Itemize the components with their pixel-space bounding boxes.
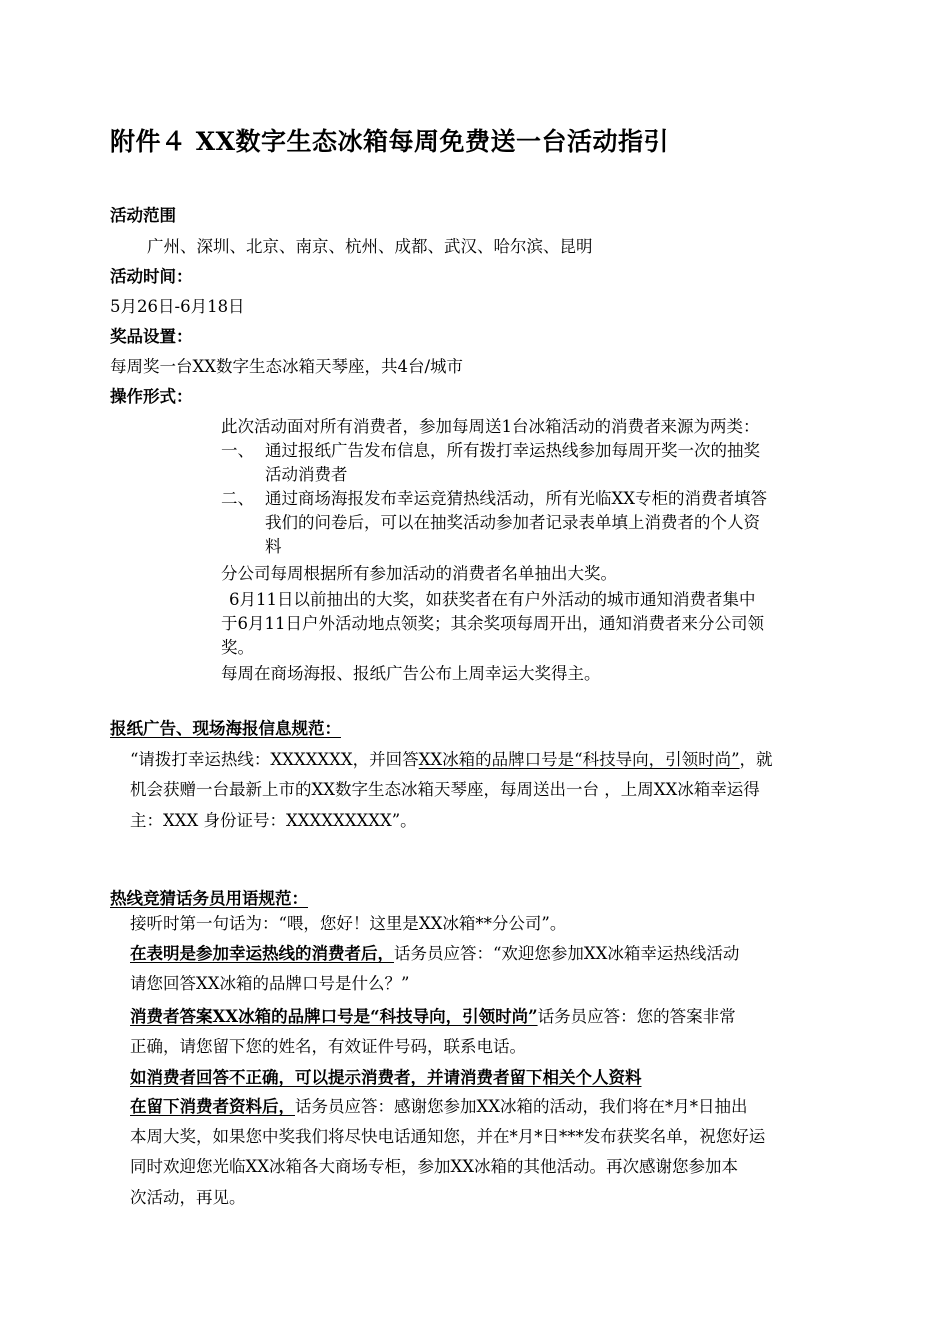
ad-line3: 主：XXX 身份证号：XXXXXXXXX”。 xyxy=(130,811,417,830)
operation-paragraph2-line1: 6月11日以前抽出的大奖，如获奖者在有户外活动的城市通知消费者集中 xyxy=(229,590,756,609)
operation-item2-line2: 我们的问卷后，可以在抽奖活动参加者记录表单填上消费者的个人资 xyxy=(265,513,760,532)
hotline-line7 xyxy=(130,1096,748,1118)
operation-heading: 操作形式： xyxy=(110,387,193,406)
operation-paragraph2-line2: 于6月11日户外活动地点领奖；其余奖项每周开出，通知消费者来分公司领 xyxy=(221,614,764,633)
hotline-line4 xyxy=(130,1006,736,1028)
hotline-line9: 同时欢迎您光临XX冰箱各大商场专柜，参加XX冰箱的其他活动。再次感谢您参加本 xyxy=(130,1157,738,1176)
ad-line1-end: ，就 xyxy=(739,750,773,769)
hotline-line8: 本周大奖，如果您中奖我们将尽快电话通知您，并在*月*日***发布获奖名单，祝您好运 xyxy=(130,1127,766,1146)
hotline-line5: 正确，请您留下您的姓名，有效证件号码，联系电话。 xyxy=(130,1037,526,1056)
hotline-line7-rest: 话务员应答：感谢您参加XX冰箱的活动，我们将在*月*日抽出 xyxy=(295,1097,748,1116)
page-title: 附件４ XX数字生态冰箱每周免费送一台活动指引 xyxy=(110,127,669,156)
operation-item1-line2: 活动消费者 xyxy=(265,465,348,484)
scope-cities: 广州、深圳、北京、南京、杭州、成都、武汉、哈尔滨、昆明 xyxy=(147,237,593,256)
operation-item1-number: 一、 xyxy=(221,441,254,460)
prize-heading: 奖品设置： xyxy=(110,327,193,346)
hotline-line1: 接听时第一句话为：“喂，您好！这里是XX冰箱**分公司”。 xyxy=(130,914,567,933)
hotline-line4-rest: 话务员应答：您的答案非常 xyxy=(537,1007,736,1026)
ad-heading: 报纸广告、现场海报信息规范： xyxy=(110,719,341,738)
hotline-line10: 次活动，再见。 xyxy=(130,1188,246,1207)
hotline-line7-bold: 在留下消费者资料后， xyxy=(130,1097,295,1116)
ad-slogan: XX冰箱的品牌口号是“科技导向，引领时尚” xyxy=(418,750,740,769)
hotline-line2-rest: 话务员应答：“欢迎您参加XX冰箱幸运热线活动 xyxy=(394,944,740,963)
hotline-line2 xyxy=(130,943,739,965)
hotline-line2-bold: 在表明是参加幸运热线的消费者后， xyxy=(130,944,394,963)
scope-heading: 活动范围 xyxy=(110,206,176,225)
hotline-line3: 请您回答XX冰箱的品牌口号是什么？” xyxy=(130,974,410,993)
operation-item2-line3: 料 xyxy=(265,537,282,556)
operation-item2-line1: 通过商场海报发布幸运竞猜热线活动，所有光临XX专柜的消费者填答 xyxy=(265,489,767,508)
time-heading: 活动时间： xyxy=(110,267,193,286)
operation-intro: 此次活动面对所有消费者，参加每周送1台冰箱活动的消费者来源为两类： xyxy=(221,417,760,436)
time-value: 5月26日-6月18日 xyxy=(110,297,245,316)
ad-line2: 机会获赠一台最新上市的XX数字生态冰箱天琴座，每周送出一台 ，上周XX冰箱幸运得 xyxy=(130,780,760,799)
operation-paragraph1: 分公司每周根据所有参加活动的消费者名单抽出大奖。 xyxy=(221,564,617,583)
prize-value: 每周奖一台XX数字生态冰箱天琴座，共4台/城市 xyxy=(110,357,464,376)
operation-item2-number: 二、 xyxy=(221,489,254,508)
operation-paragraph2-line3: 奖。 xyxy=(221,638,254,657)
hotline-line4-bold: 消费者答案XX冰箱的品牌口号是“科技导向，引领时尚” xyxy=(130,1007,538,1026)
operation-item1-line1: 通过报纸广告发布信息，所有拨打幸运热线参加每周开奖一次的抽奖 xyxy=(265,441,760,460)
hotline-heading: 热线竞猜话务员用语规范： xyxy=(110,889,308,908)
hotline-line6: 如消费者回答不正确，可以提示消费者，并请消费者留下相关个人资料 xyxy=(130,1068,642,1087)
ad-line1-start: “请拨打幸运热线：XXXXXXX，并回答 xyxy=(130,750,419,769)
ad-line1 xyxy=(130,749,773,771)
operation-paragraph3: 每周在商场海报、报纸广告公布上周幸运大奖得主。 xyxy=(221,664,601,683)
